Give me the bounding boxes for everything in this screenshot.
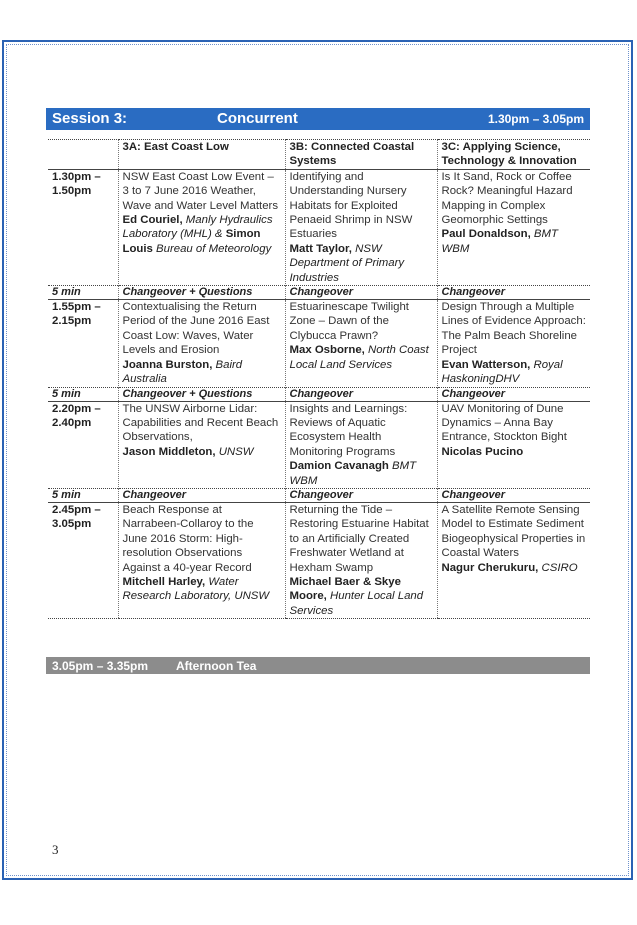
speaker-affiliation: Baird Australia [122,358,243,386]
talk-title: A Satellite Remote Sensing Model to Estimate Sediment Biogeophysical Properties in Coastal Waters [441,503,586,560]
speaker-affiliation: UNSW [215,445,254,458]
speaker-name: Jason Middleton, [122,445,216,458]
speaker-name: Max Osborne, [289,344,365,357]
table-row [48,502,590,618]
table-cell [118,502,285,618]
speaker-name: Simon Louis [122,228,261,255]
speaker-line [123,446,254,458]
page-number: 3 [52,842,59,857]
time-cell: 5 min [48,488,118,502]
talk-title: Returning the Tide – Restoring Estuarine Habitat to an Artificially Created Freshwater Wetland at Hexham Swamp [289,503,429,574]
speaker-line [290,576,424,617]
table-cell: Changeover [437,387,590,401]
table-cell [118,401,285,488]
table-cell [437,502,590,618]
table-row [48,401,590,488]
speaker-name: Michael Baer & Skye Moore, [289,575,401,603]
table-cell: Changeover + Questions [118,387,285,401]
session-time: 1.30pm – 3.05pm [487,112,584,126]
header-cell-3a: 3A: East Coast Low [118,140,285,170]
speaker-affiliation: Manly Hydraulics Laboratory (MHL) & [122,214,273,241]
time-cell: 5 min [48,286,118,300]
speaker-line [290,460,417,486]
tea-label: Afternoon Tea [176,659,257,673]
speaker-affiliation: Water Research Laboratory, UNSW [122,575,270,603]
talk-title: UAV Monitoring of Dune Dynamics – Anna Bay Entrance, Stockton Bight [441,402,567,444]
talk-title: The UNSW Airborne Lidar: Capabilities and Recent Beach Observations, [122,402,279,444]
talk-title: Design Through a Multiple Lines of Evidence Approach: The Palm Beach Shoreline Project [441,301,586,357]
session-label: Session 3: [52,110,128,127]
speaker-name: Nicolas Pucino [441,445,524,458]
talk-title: Contextualising the Return Period of the June 2016 East Coast Low: Waves, Water Levels and Erosion [122,301,270,357]
speaker-name: Matt Taylor, [289,242,352,255]
program-table [48,139,590,619]
session-banner [46,108,590,130]
tea-time: 3.05pm – 3.35pm [52,659,149,673]
time-cell: 1.55pm – 2.15pm [48,300,118,387]
table-cell: Changeover + Questions [118,286,285,300]
speaker-affiliation: CSIRO [538,561,578,574]
speaker-line [123,359,243,385]
time-cell: 2.20pm – 2.40pm [48,401,118,488]
table-cell [118,169,285,285]
speaker-line [442,562,578,574]
speaker-name: Mitchell Harley, [122,575,206,588]
table-cell [285,169,437,285]
talk-title: Identifying and Understanding Nursery Habitats for Exploited Penaeid Shrimp in NSW Estuaries [289,170,413,241]
speaker-name: Evan Watterson, [441,358,531,371]
speaker-affiliation: BMT WBM [289,460,417,487]
speaker-affiliation: NSW Department of Primary Industries [289,242,405,284]
speaker-name: Ed Couriel, [122,214,183,227]
talk-title: Insights and Learnings: Reviews of Aquatic Ecosystem Health Monitoring Programs [289,402,408,458]
speaker-line [442,359,563,385]
table-cell: Changeover [285,286,437,300]
speaker-name: Nagur Cherukuru, [441,561,539,574]
speaker-line [123,576,270,602]
time-cell: 1.30pm – 1.50pm [48,169,118,285]
speaker-line [290,344,429,370]
table-cell: Changeover [285,387,437,401]
speaker-affiliation: Hunter Local Land Services [289,590,424,617]
changeover-row [48,488,590,502]
talk-title: NSW East Coast Low Event – 3 to 7 June 2016 Weather, Wave and Water Level Matters [122,170,279,212]
table-cell [437,169,590,285]
changeover-row [48,286,590,300]
speaker-line [442,228,558,254]
speaker-line [290,243,405,284]
table-cell: Changeover [118,488,285,502]
talk-title: Beach Response at Narrabeen-Collaroy to the June 2016 Storm: High-resolution Observations Against a 40-year Record [122,503,254,574]
table-row [48,169,590,285]
table-cell [285,502,437,618]
header-cell-3c: 3C: Applying Science, Technology & Innovation [437,140,590,170]
speaker-name: Paul Donaldson, [441,228,531,241]
speaker-affiliation: North Coast Local Land Services [289,344,429,371]
afternoon-tea-bar [46,657,590,674]
table-cell: Changeover [437,286,590,300]
talk-title: Estuarinescape Twilight Zone – Dawn of the Clybucca Prawn? [289,301,409,342]
header-cell-3b: 3B: Connected Coastal Systems [285,140,437,170]
table-row [48,300,590,387]
table-cell [285,401,437,488]
speaker-name: Joanna Burston, [122,358,213,371]
table-cell: Changeover [285,488,437,502]
speaker-name: Damion Cavanagh [289,460,389,473]
header-cell-time [48,140,118,170]
table-header-row [48,140,590,170]
changeover-row [48,387,590,401]
table-cell [285,300,437,387]
speaker-affiliation: Royal HaskoningDHV [441,358,563,386]
table-cell: Changeover [437,488,590,502]
table-cell [437,401,590,488]
talk-title: Is It Sand, Rock or Coffee Rock? Meaningful Hazard Mapping in Complex Geomorphic Settings [441,170,573,227]
speaker-line [123,214,273,255]
time-cell: 5 min [48,387,118,401]
session-type: Concurrent [217,110,298,127]
speaker-line [442,446,524,458]
table-cell [437,300,590,387]
time-cell: 2.45pm – 3.05pm [48,502,118,618]
table-cell [118,300,285,387]
speaker-affiliation: Bureau of Meteorology [152,242,272,255]
speaker-affiliation: BMT WBM [441,228,558,255]
